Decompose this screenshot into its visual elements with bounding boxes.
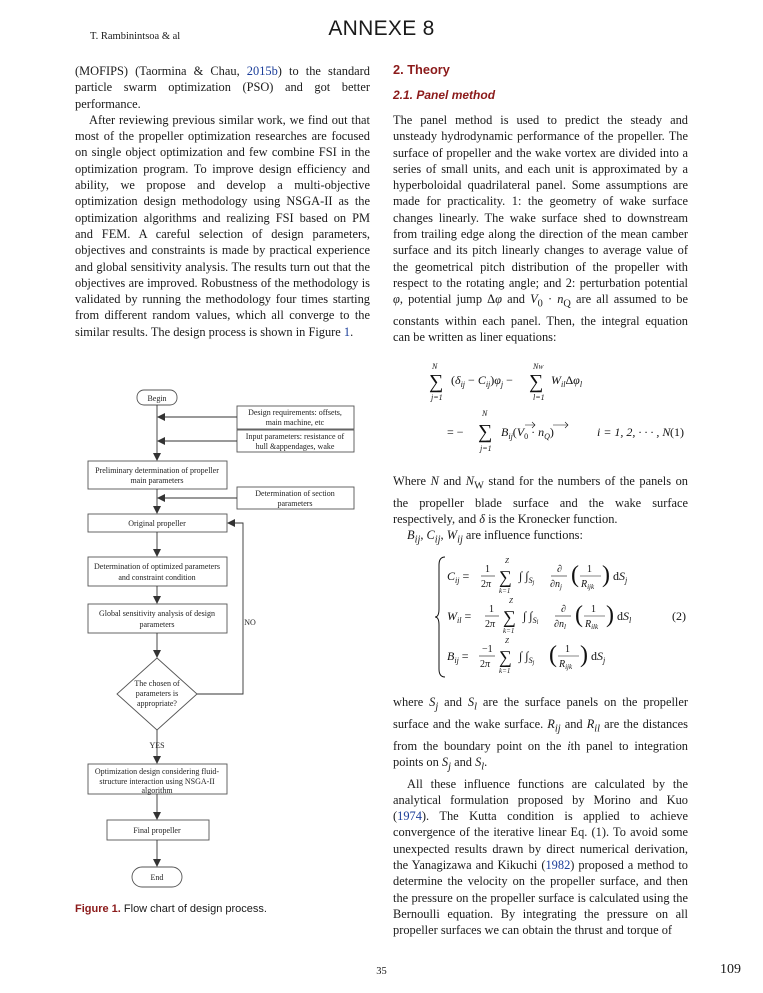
svg-text:): ) — [602, 562, 610, 588]
svg-text:∂: ∂ — [557, 564, 562, 575]
svg-text:Wil =: $W_{il}$ = — [447, 609, 472, 625]
paragraph — [75, 63, 370, 112]
svg-text:WilΔφl: $W_{il}\Delta\varphi_l$ — [551, 373, 583, 389]
opt-design-label: structure interaction using NSGA-II — [99, 777, 215, 786]
input-params-label: Input parameters: resistance of — [245, 432, 345, 441]
running-header-author: T. Rambinintsoa & al — [90, 31, 181, 42]
decision-label: appropriate? — [137, 699, 177, 708]
svg-text:): ) — [580, 642, 588, 668]
svg-text:∑: ∑ — [499, 647, 512, 667]
figure-caption — [75, 903, 267, 915]
opt-design-label: Optimization design considering fluid- — [94, 767, 220, 776]
svg-text:k=1: k=1 — [499, 667, 511, 675]
text-run: are influence functions: — [462, 528, 583, 543]
where-paragraph — [393, 473, 688, 549]
text-run: and — [438, 474, 466, 488]
svg-text:(: ( — [549, 642, 557, 668]
section-title: 2. Theory — [393, 62, 450, 77]
text-run: . — [350, 324, 354, 339]
svg-text:dSj: $dS_j$ — [591, 649, 606, 665]
svg-text:2π: 2π — [480, 659, 491, 670]
influence-paragraph — [393, 694, 688, 939]
svg-text:∂: ∂ — [561, 604, 566, 615]
svg-text:= −: = − — [447, 425, 464, 439]
paragraph — [393, 776, 688, 939]
paragraph: Where N and $N_W$ stand for the numbers of the panels on the propeller blade surface and the wake surface respectively, and δ is the Kronecker function. — [393, 474, 688, 527]
svg-text:j=1: j=1 — [431, 393, 443, 402]
svg-text:k=1: k=1 — [499, 587, 511, 595]
citation-link[interactable]: 1974 — [397, 809, 422, 824]
svg-text:1: 1 — [591, 604, 596, 615]
svg-text:1: 1 — [489, 604, 494, 615]
citation-link[interactable]: 2015b — [246, 64, 278, 78]
svg-text:∑: ∑ — [499, 567, 512, 587]
svg-text:2π: 2π — [485, 619, 496, 630]
svg-text:l=1: l=1 — [533, 393, 545, 402]
text-run: Where — [393, 474, 431, 488]
text-run: , potential jump — [399, 292, 488, 307]
svg-text:∫ ∫Sj: ∫ $\int_Sj$ — [519, 569, 535, 586]
svg-text:∑: ∑ — [478, 421, 493, 443]
svg-text:Z: Z — [505, 557, 509, 565]
svg-text:∫ ∫Sl: ∫ $\int_Sl$ — [523, 609, 539, 626]
paragraph: $B_{ij}$, $C_{ij}$, $W_{ij}$ are influence functions: — [407, 528, 583, 546]
svg-text:): ) — [606, 602, 614, 628]
text-run: and — [438, 695, 468, 709]
global-label: Global sensitivity analysis of design — [99, 609, 215, 618]
svg-text:Rijk: $R_{ijk}$ — [559, 659, 573, 671]
svg-text:∫ ∫Sj: ∫ $\int_Sj$ — [519, 649, 535, 666]
page-number-center: 35 — [376, 966, 387, 977]
text-run: stand for the numbers of the panels on the propeller blade surface and the wake surface respectively, and — [393, 474, 688, 527]
text-run: and — [501, 292, 531, 307]
svg-text:N: N — [432, 362, 438, 371]
text-run: is the Kronecker function. — [485, 512, 618, 527]
svg-text:2π: 2π — [481, 579, 492, 590]
svg-text:Rilk: $R_{ilk}$ — [585, 619, 599, 631]
eq1-range: i = 1, 2, · · · , N — [597, 425, 671, 439]
svg-text:Z: Z — [505, 637, 509, 645]
text-run: where — [393, 695, 430, 709]
svg-text:1: 1 — [485, 564, 490, 575]
optimized-label: Determination of optimized parameters — [94, 562, 220, 571]
svg-text:∂nj: $\partial n_j$ — [550, 579, 562, 591]
svg-text:Bij(V0 · nQ): $B_{ij}(V_0 \cdot n_Q)$ — [501, 425, 554, 441]
equation-1 — [425, 358, 695, 458]
figure-caption-label: Figure 1. — [75, 903, 121, 915]
text-run: ). The Kutta condition is applied to achieve convergence of the iterative linear Eq. (1). To avoid some unexpected results drawn by direct numerical derivation, the Yanagizawa and Kikuchi ( — [393, 809, 688, 873]
end-label: End — [150, 873, 164, 882]
svg-text:∑: ∑ — [429, 371, 444, 393]
text-run: All these influence functions are calculated by the analytical formulation proposed by Morino and Kuo ( — [393, 776, 688, 824]
svg-text:∂nl: $\partial n_l$ — [554, 619, 566, 631]
decision-label: parameters is — [135, 689, 179, 698]
eq2-number: (2) — [672, 609, 686, 623]
design-req-label: Design requirements: offsets, — [248, 408, 342, 417]
svg-text:∑: ∑ — [503, 607, 516, 627]
text-run: ) proposed a method to determine the velocity on the propeller surface, and then the pressure on the propeller surface is calculated using the Bernoulli equation. By integrating the pressure on all propeller surfaces we can obtain the thrust and torque of — [393, 858, 688, 938]
original-label: Original propeller — [128, 519, 186, 528]
annexe-title: ANNEXE 8 — [328, 17, 435, 40]
svg-text:Rijk: $R_{ijk}$ — [581, 579, 595, 591]
svg-text:N: N — [482, 409, 488, 418]
yes-label: YES — [149, 741, 165, 750]
text-run: ) to the standard particle swarm optimization (PSO) and got better performance. — [75, 64, 370, 111]
svg-text:Cij =: $C_{ij}$ = — [447, 569, 470, 585]
svg-text:Z: Z — [509, 597, 513, 605]
svg-text:k=1: k=1 — [503, 627, 515, 635]
svg-text:NW: NW — [533, 362, 544, 371]
citation-link[interactable]: 1982 — [545, 858, 571, 873]
svg-text:1: 1 — [587, 564, 592, 575]
design-req-label: main machine, etc — [265, 418, 325, 427]
section-label: Determination of section — [255, 489, 335, 498]
paragraph: The panel method is used to predict the steady and unsteady hydrodynamic performance of the propeller. The surface of propeller and the wake vortex are divided into a series of small units, and each unit is approximated by a hyperboloidal quadrilateral panel. Some assumptions are made for practicality. 1: the geometry of wake surface changes linearly. The wake surface shed to downstream from trailing edge along the direction of the mean camber surface and its pitch linearly changes to average value of the geometrical pitch distribution of the propeller with respect to the rotating angle; and 2: perturbation potential φ, potential jump Δφ and $V_0 \cdot n_Q$ are all assumed to be constants within each panel. Then, the integral equation can be written as liner equations: — [393, 113, 688, 345]
svg-text:(: ( — [575, 602, 583, 628]
text-run: are the distances from the boundary point on the — [393, 716, 688, 753]
svg-text:Bij =: $B_{ij}$ = — [447, 649, 469, 665]
text-run: are all assumed to be constants within each panel. Then, the integral equation can be written as liner equations: — [393, 292, 688, 345]
flowchart-figure — [80, 385, 370, 900]
text-run: . — [484, 754, 488, 769]
figure-link[interactable]: 1 — [343, 324, 351, 339]
paragraph — [75, 112, 370, 340]
svg-text:(δij − Cij)φj −: $(\delta_{ij} - C_{ij})\varphi_j$ − — [451, 373, 513, 389]
subsection-title: 2.1. Panel method — [393, 88, 496, 102]
svg-text:dSj: $dS_j$ — [613, 569, 628, 585]
left-column-text — [75, 63, 370, 340]
begin-label: Begin — [147, 394, 167, 403]
paragraph: where $S_j$ and $S_l$ are the surface panels on the propeller surface and the wake surface. $R_{ij}$ and $R_{il}$ are the distances from the boundary point on the ith panel to integration points on $S_j$ and $S_l$. — [393, 695, 689, 773]
section-label: parameters — [277, 499, 313, 508]
prelim-label: main parameters — [130, 476, 184, 485]
input-params-label: hull &appendages, wake — [255, 442, 335, 451]
svg-text:dSl: $dS_l$ — [617, 609, 632, 625]
text-run: th panel to integration points on — [393, 738, 689, 769]
figure-caption-text: Flow chart of design process. — [123, 903, 267, 915]
equation-2 — [435, 553, 695, 683]
text-run: (MOFIPS) (Taormina & Chau, — [75, 64, 247, 78]
eq1-number: (1) — [670, 425, 684, 439]
svg-text:−1: −1 — [482, 644, 493, 655]
svg-text:∑: ∑ — [529, 371, 544, 393]
decision-label: The chosen of — [134, 679, 180, 688]
final-label: Final propeller — [133, 826, 181, 835]
no-label: NO — [244, 618, 256, 627]
opt-design-label: algorithm — [141, 786, 173, 795]
page-number-right: 109 — [720, 962, 741, 977]
svg-text:(: ( — [571, 562, 579, 588]
text-run: The panel method is used to predict the steady and unsteady hydrodynamic performance of the propeller. The surface of propeller and the wake vortex are divided into a series of small units, and each unit is approximated by a hyperboloidal quadrilateral panel. Some assumptions are made for practicality. 1: the geometry of wake surface changes linearly. The wake surface shed to downstream from trailing edge along the direction of the mean camber surface and its pitch linearly changes to average value of the geometrical pitch distribution of the propeller with respect to the rotating angle; and 2: perturbation potential — [393, 113, 688, 290]
text-run: and — [450, 754, 476, 769]
svg-text:j=1: j=1 — [480, 444, 492, 453]
svg-text:1: 1 — [565, 644, 570, 655]
text-run: are the surface panels on the propeller surface and the wake surface. — [393, 695, 688, 731]
prelim-label: Preliminary determination of propeller — [95, 466, 219, 475]
text-run: After reviewing previous similar work, we find out that most of the propeller optimization researches are focused on single object optimization and few combine FSI in the optimization program. To improve design efficiency and ability, we propose and develop a multi-objective optimization design methodology using NSGA-II as the optimization algorithms and realizing FSI based on PM and FEM. A careful selection of design parameters, objectives and constraints is made by practical experience and global sensitivity analysis. The results turn out that the objectives are improved. Robustness of the methodology is validated by running the methodology four times starting from different random values, which all converge to the similar results. The design process is shown in Figure — [75, 112, 370, 339]
text-run: and — [560, 716, 587, 731]
global-label: parameters — [139, 620, 175, 629]
panel-method-paragraph — [393, 112, 688, 346]
optimized-label: and constraint condition — [118, 573, 196, 582]
